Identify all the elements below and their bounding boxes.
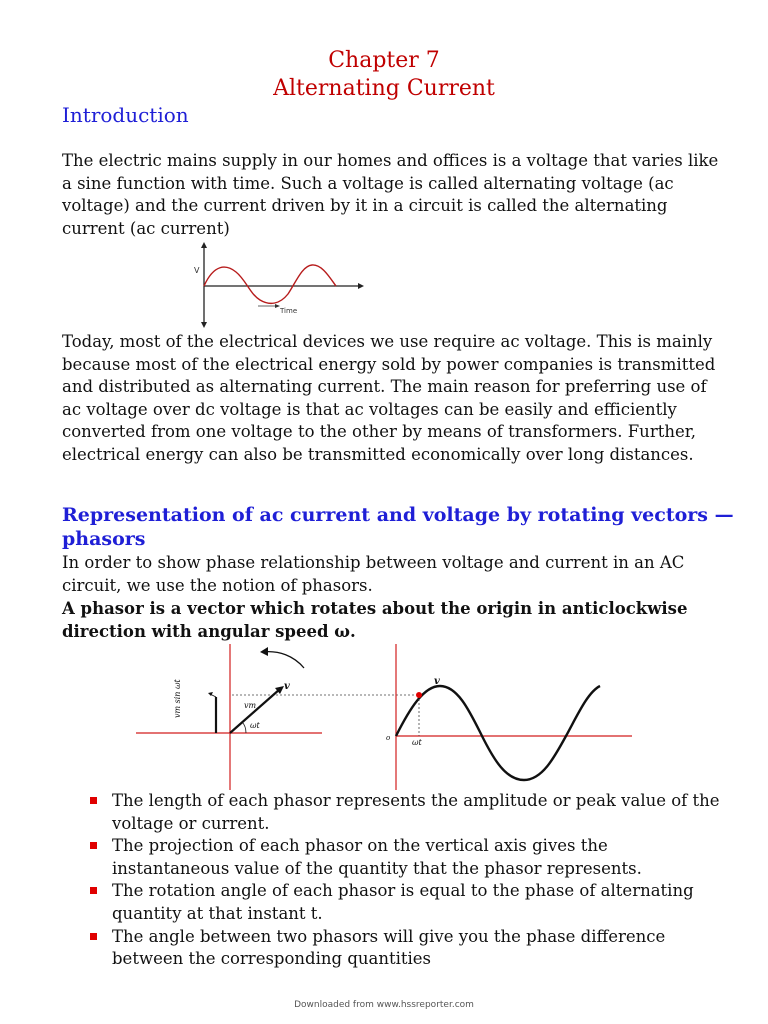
bullet-icon <box>90 933 97 940</box>
page-footer: Downloaded from www.hssreporter.com <box>294 1000 474 1010</box>
phasor-diagram <box>134 642 634 792</box>
origin-label: o <box>386 734 391 742</box>
bullet-icon <box>90 842 97 849</box>
projection-label: vm sin ωt <box>173 679 182 718</box>
wave-curve <box>396 686 600 780</box>
wt-label: ωt <box>412 738 422 747</box>
list-item: The length of each phasor represents the amplitude or peak value of the voltage or current. <box>88 790 728 835</box>
list-item: The angle between two phasors will give you the phase difference between the corresponding quantities <box>88 926 728 971</box>
phasor-bullet-list <box>88 790 728 971</box>
list-item: The projection of each phasor on the vertical axis gives the instantaneous value of the quantity that the phasor represents. <box>88 835 728 880</box>
wave-label: v <box>434 676 440 687</box>
angle-label: ωt <box>250 721 260 730</box>
intro-paragraph-1: The electric mains supply in our homes and offices is a voltage that varies like a sine function with time. Such a voltage is called alternating voltage (ac voltage) and the current driven by it in a circuit is called the alternating current (ac current) <box>62 151 719 238</box>
phasor-definition: A phasor is a vector which rotates about the origin in anticlockwise direction with angular speed ω. <box>62 599 688 641</box>
bullet-icon <box>90 797 97 804</box>
list-item: The rotation angle of each phasor is equal to the phase of alternating quantity at that instant t. <box>88 880 728 925</box>
vm-label: vm <box>244 701 257 710</box>
chapter-title: Alternating Current <box>273 76 495 101</box>
bullet-icon <box>90 887 97 894</box>
sine-wave-figure <box>188 242 368 328</box>
introduction-heading: Introduction <box>62 103 189 127</box>
sine-curve <box>204 265 336 303</box>
phasor-heading: Representation of ac current and voltage by rotating vectors — phasors <box>62 504 734 550</box>
chapter-number: Chapter 7 <box>328 48 440 73</box>
time-axis-label: Time <box>280 307 298 315</box>
wave-dot <box>416 692 422 698</box>
vector-label: v <box>284 681 290 692</box>
intro-paragraph-2: Today, most of the electrical devices we use require ac voltage. This is mainly because most of the electrical energy sold by power companies is transmitted and distributed as alternating current. The main reason for preferring use of ac voltage over dc voltage is that ac voltages can be easily and efficiently converted from one voltage to the other by means of transformers. Further, electrical energy can also be transmitted economically over long distances. <box>62 332 716 464</box>
v-axis-label: V <box>194 266 200 275</box>
phasor-paragraph: In order to show phase relationship between voltage and current in an AC circuit, we use the notion of phasors. <box>62 553 685 595</box>
